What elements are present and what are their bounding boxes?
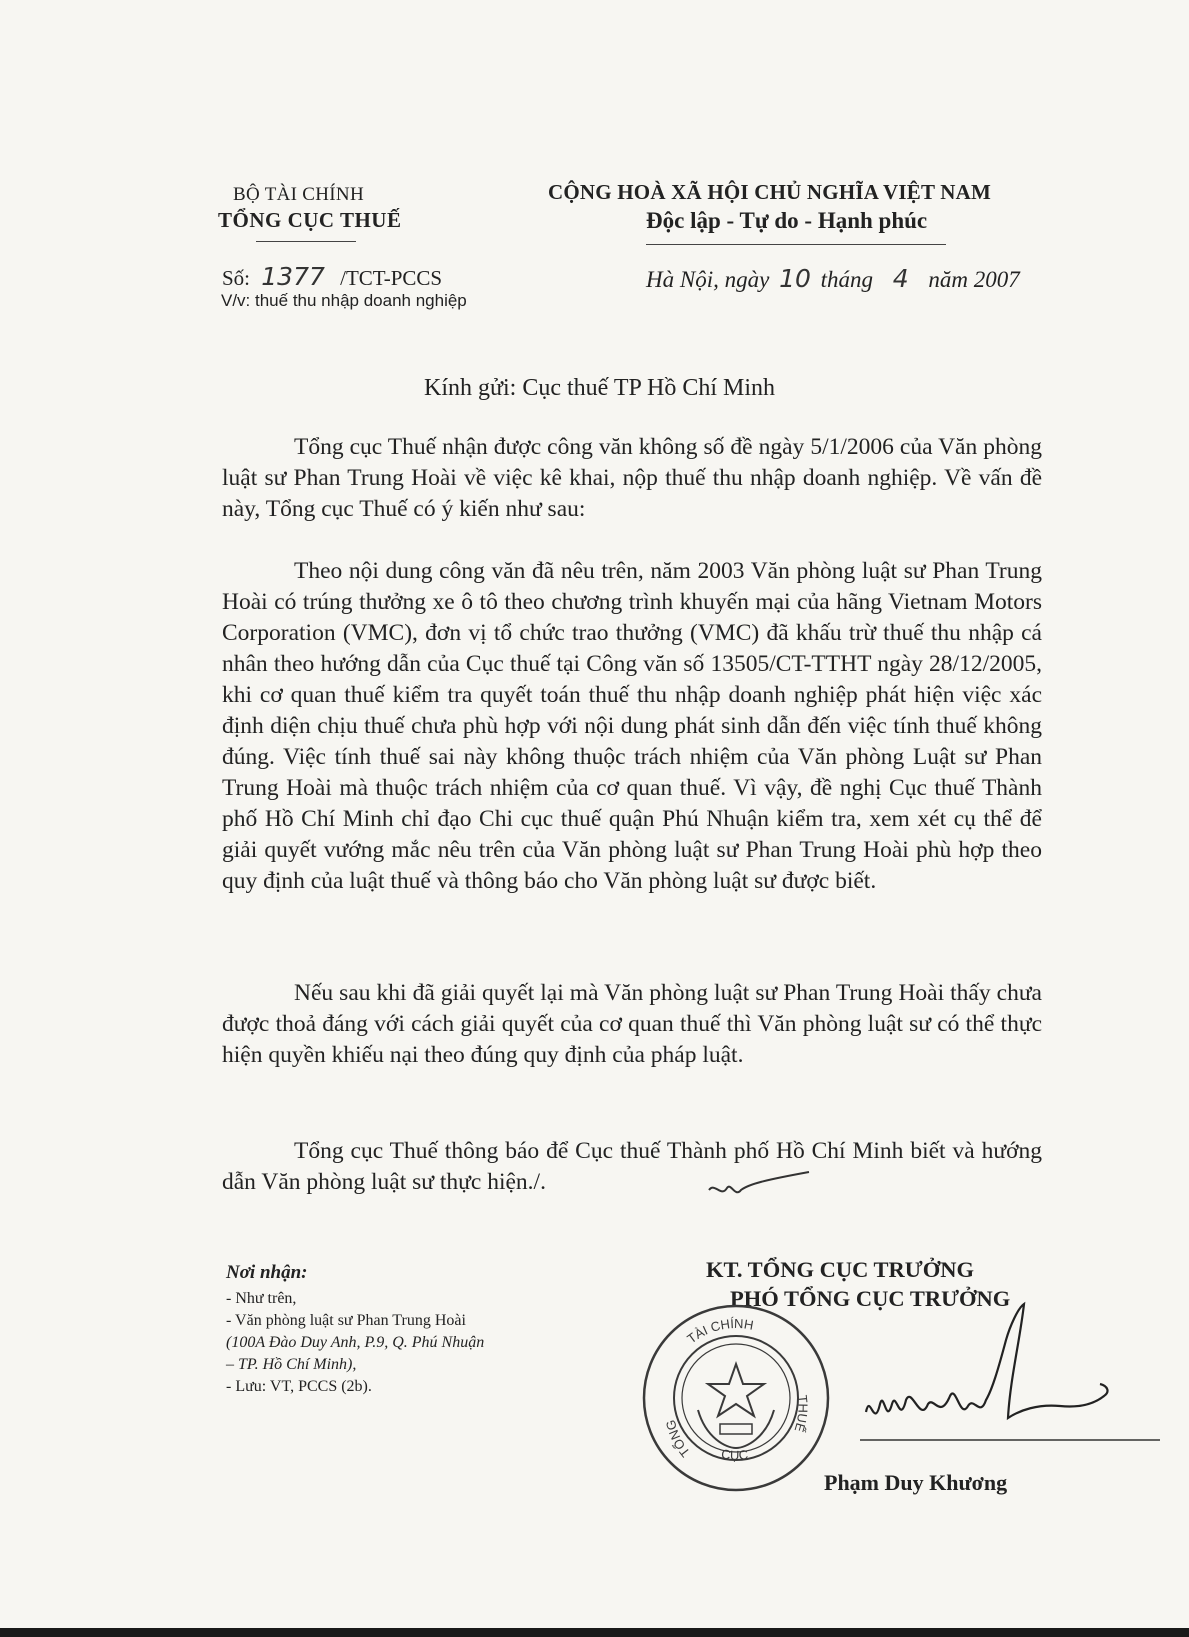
seal-left-text: TỔNG: [662, 1418, 693, 1460]
recipient-1: - Như trên,: [226, 1290, 297, 1307]
country-name: CỘNG HOÀ XÃ HỘI CHỦ NGHĨA VIỆT NAM: [548, 180, 991, 204]
recipient-address-2: – TP. Hồ Chí Minh),: [226, 1356, 357, 1373]
document-date: [646, 264, 1020, 293]
scan-bottom-edge: [0, 1628, 1189, 1637]
date-month-label: tháng: [820, 267, 874, 292]
paragraph-2-text: Theo nội dung công văn đã nêu trên, năm 2003 Văn phòng luật sư Phan Trung Hoài có trúng thưởng xe ô tô theo chương trình khuyến mại của hãng Vietnam Motors Corporation (VMC), đơn vị tổ chức trao thưởng (VMC) đã khấu trừ thuế thu nhập cá nhân theo hướng dẫn của Cục thuế tại Công văn số 13505/CT-TTHT ngày 28/12/2005, khi cơ quan thuế kiểm tra quyết toán thuế thu nhập doanh nghiệp phát hiện việc xác định diện chịu thuế chưa phù hợp với nội dung phát sinh dẫn đến việc tính thuế không đúng. Việc tính thuế sai này không thuộc trách nhiệm của Văn phòng Luật sư Phan Trung Hoài mà thuộc trách nhiệm của cơ quan thuế. Vì vậy, đề nghị Cục thuế Thành phố Hồ Chí Minh chỉ đạo Chi cục thuế quận Phú Nhuận kiểm tra, xem xét cụ thể để giải quyết vướng mắc nêu trên của Văn phòng luật sư Phan Trung Hoài phù hợp theo quy định của luật thuế và thông báo cho Văn phòng luật sư được biết.: [222, 558, 1042, 894]
paragraph-3-text: Nếu sau khi đã giải quyết lại mà Văn phòng luật sư Phan Trung Hoài thấy chưa được thoả đáng với cách giải quyết của cơ quan thuế thì Văn phòng luật sư có thể thực hiện quyền khiếu nại theo đúng quy định của pháp luật.: [222, 980, 1042, 1068]
paragraph-2: [222, 556, 1042, 897]
motto: Độc lập - Tự do - Hạnh phúc: [646, 208, 928, 233]
paragraph-4-text: Tổng cục Thuế thông báo để Cục thuế Thành phố Hồ Chí Minh biết và hướng dẫn Văn phòng luật sư thực hiện./.: [222, 1138, 1042, 1195]
date-prefix: Hà Nội, ngày: [646, 267, 770, 292]
paragraph-1: [222, 432, 1042, 525]
number-label: Số:: [222, 266, 251, 290]
motto-underline: [646, 244, 946, 245]
paragraph-1-text: Tổng cục Thuế nhận được công văn không số đề ngày 5/1/2006 của Văn phòng luật sư Phan Trung Hoài về việc kê khai, nộp thuế thu nhập doanh nghiệp. Về vấn đề này, Tổng cục Thuế có ý kiến như sau:: [222, 434, 1042, 522]
recipient-2: - Văn phòng luật sư Phan Trung Hoài: [226, 1312, 466, 1329]
number-value: 1377: [261, 262, 325, 291]
document-number: [222, 262, 442, 291]
seal-top-text: TÀI CHÍNH: [684, 1315, 755, 1347]
recipient-address-1: (100A Đào Duy Anh, P.9, Q. Phú Nhuận: [226, 1334, 485, 1351]
recipients-list: [226, 1288, 484, 1398]
signer-name: Phạm Duy Khương: [824, 1470, 1008, 1495]
paragraph-3: [222, 978, 1042, 1071]
salutation: Kính gửi: Cục thuế TP Hồ Chí Minh: [424, 375, 776, 401]
subject-line: V/v: thuế thu nhập doanh nghiệp: [221, 291, 467, 310]
signer-role-1: KT. TỔNG CỤC TRƯỞNG: [706, 1257, 974, 1282]
paragraph-4: [222, 1136, 1042, 1198]
official-seal-icon: [636, 1298, 836, 1498]
agency-name: TỔNG CỤC THUẾ: [218, 208, 402, 232]
number-suffix: /TCT-PCCS: [340, 266, 443, 290]
recipients-title: Nơi nhận:: [226, 1262, 308, 1283]
initial-mark-icon: [705, 1168, 815, 1208]
seal-right-text: THUẾ: [791, 1394, 811, 1434]
date-month: 4: [892, 264, 909, 293]
agency-underline: [256, 241, 356, 242]
signature-scribble-icon: [860, 1300, 1160, 1450]
ministry-name: BỘ TÀI CHÍNH: [233, 184, 364, 205]
date-day: 10: [779, 264, 811, 293]
seal-bottom-text: CỤC: [720, 1446, 749, 1463]
date-year: năm 2007: [928, 267, 1020, 292]
signer-role-2: PHÓ TỔNG CỤC TRƯỞNG: [730, 1286, 1011, 1311]
svg-text:THUẾ: [791, 1394, 810, 1434]
recipient-archive: - Lưu: VT, PCCS (2b).: [226, 1378, 372, 1395]
svg-text:TÀI CHÍNH: [684, 1316, 754, 1346]
